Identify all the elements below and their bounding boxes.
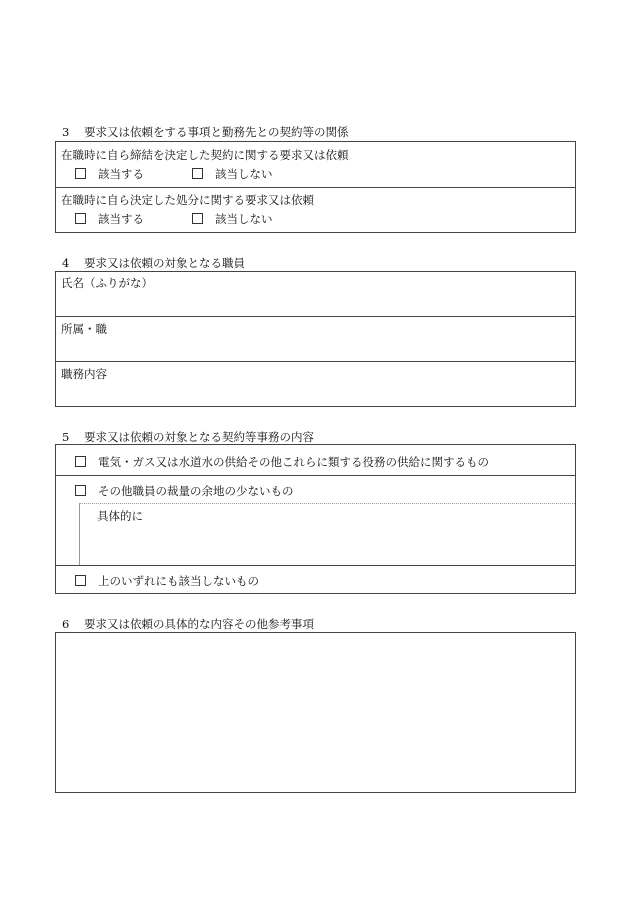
section3-box [55, 141, 576, 233]
section4-field-duties: 職務内容 [61, 367, 107, 381]
checkbox-icon[interactable] [75, 485, 86, 496]
section6-text-area[interactable] [55, 632, 576, 793]
checkbox-icon[interactable] [75, 168, 86, 179]
section5-option1[interactable]: 電気・ガス又は水道水の供給その他これらに類する役務の供給に関するもの [75, 454, 489, 470]
section4-field-name: 氏名（ふりがな） [61, 276, 153, 290]
section6-title-text: 要求又は依頼の具体的な内容その他参考事項 [84, 617, 314, 631]
section5-box [55, 444, 576, 594]
section5-option2[interactable]: その他職員の裁量の余地の少ないもの [75, 483, 294, 499]
section6-title [62, 616, 314, 632]
section4-box [55, 271, 576, 407]
section4-field-affiliation: 所属・職 [61, 322, 107, 336]
section4-title [62, 255, 245, 271]
divider [56, 316, 575, 317]
checkbox-icon[interactable] [192, 213, 203, 224]
section5-title-text: 要求又は依頼の対象となる契約等事務の内容 [84, 430, 314, 444]
divider [56, 361, 575, 362]
section3-row2-label: 在職時に自ら決定した処分に関する要求又は依頼 [61, 193, 314, 207]
section4-title-text: 要求又は依頼の対象となる職員 [84, 256, 245, 270]
section3-row2-no[interactable]: 該当しない [192, 211, 273, 227]
section3-title-text: 要求又は依頼をする事項と勤務先との契約等の関係 [84, 125, 349, 139]
section3-row1-label: 在職時に自ら締結を決定した契約に関する要求又は依頼 [61, 148, 349, 162]
specific-box-left [79, 503, 80, 565]
section3-number: 3 [62, 125, 70, 139]
checkbox-icon[interactable] [75, 456, 86, 467]
divider [56, 187, 575, 188]
checkbox-icon[interactable] [75, 213, 86, 224]
section5-option3[interactable]: 上のいずれにも該当しないもの [75, 573, 259, 589]
section3-row1-yes[interactable]: 該当する [75, 166, 144, 182]
section4-number: 4 [62, 256, 70, 270]
section3-title [62, 124, 349, 140]
checkbox-icon[interactable] [192, 168, 203, 179]
divider [56, 475, 575, 476]
specific-box-top [79, 503, 575, 504]
specific-label: 具体的に [97, 509, 143, 523]
checkbox-icon[interactable] [75, 575, 86, 586]
section3-row2-yes[interactable]: 該当する [75, 211, 144, 227]
divider [56, 565, 575, 566]
section6-number: 6 [62, 617, 70, 631]
section5-number: 5 [62, 430, 70, 444]
section5-title [62, 429, 314, 445]
section3-row1-no[interactable]: 該当しない [192, 166, 273, 182]
